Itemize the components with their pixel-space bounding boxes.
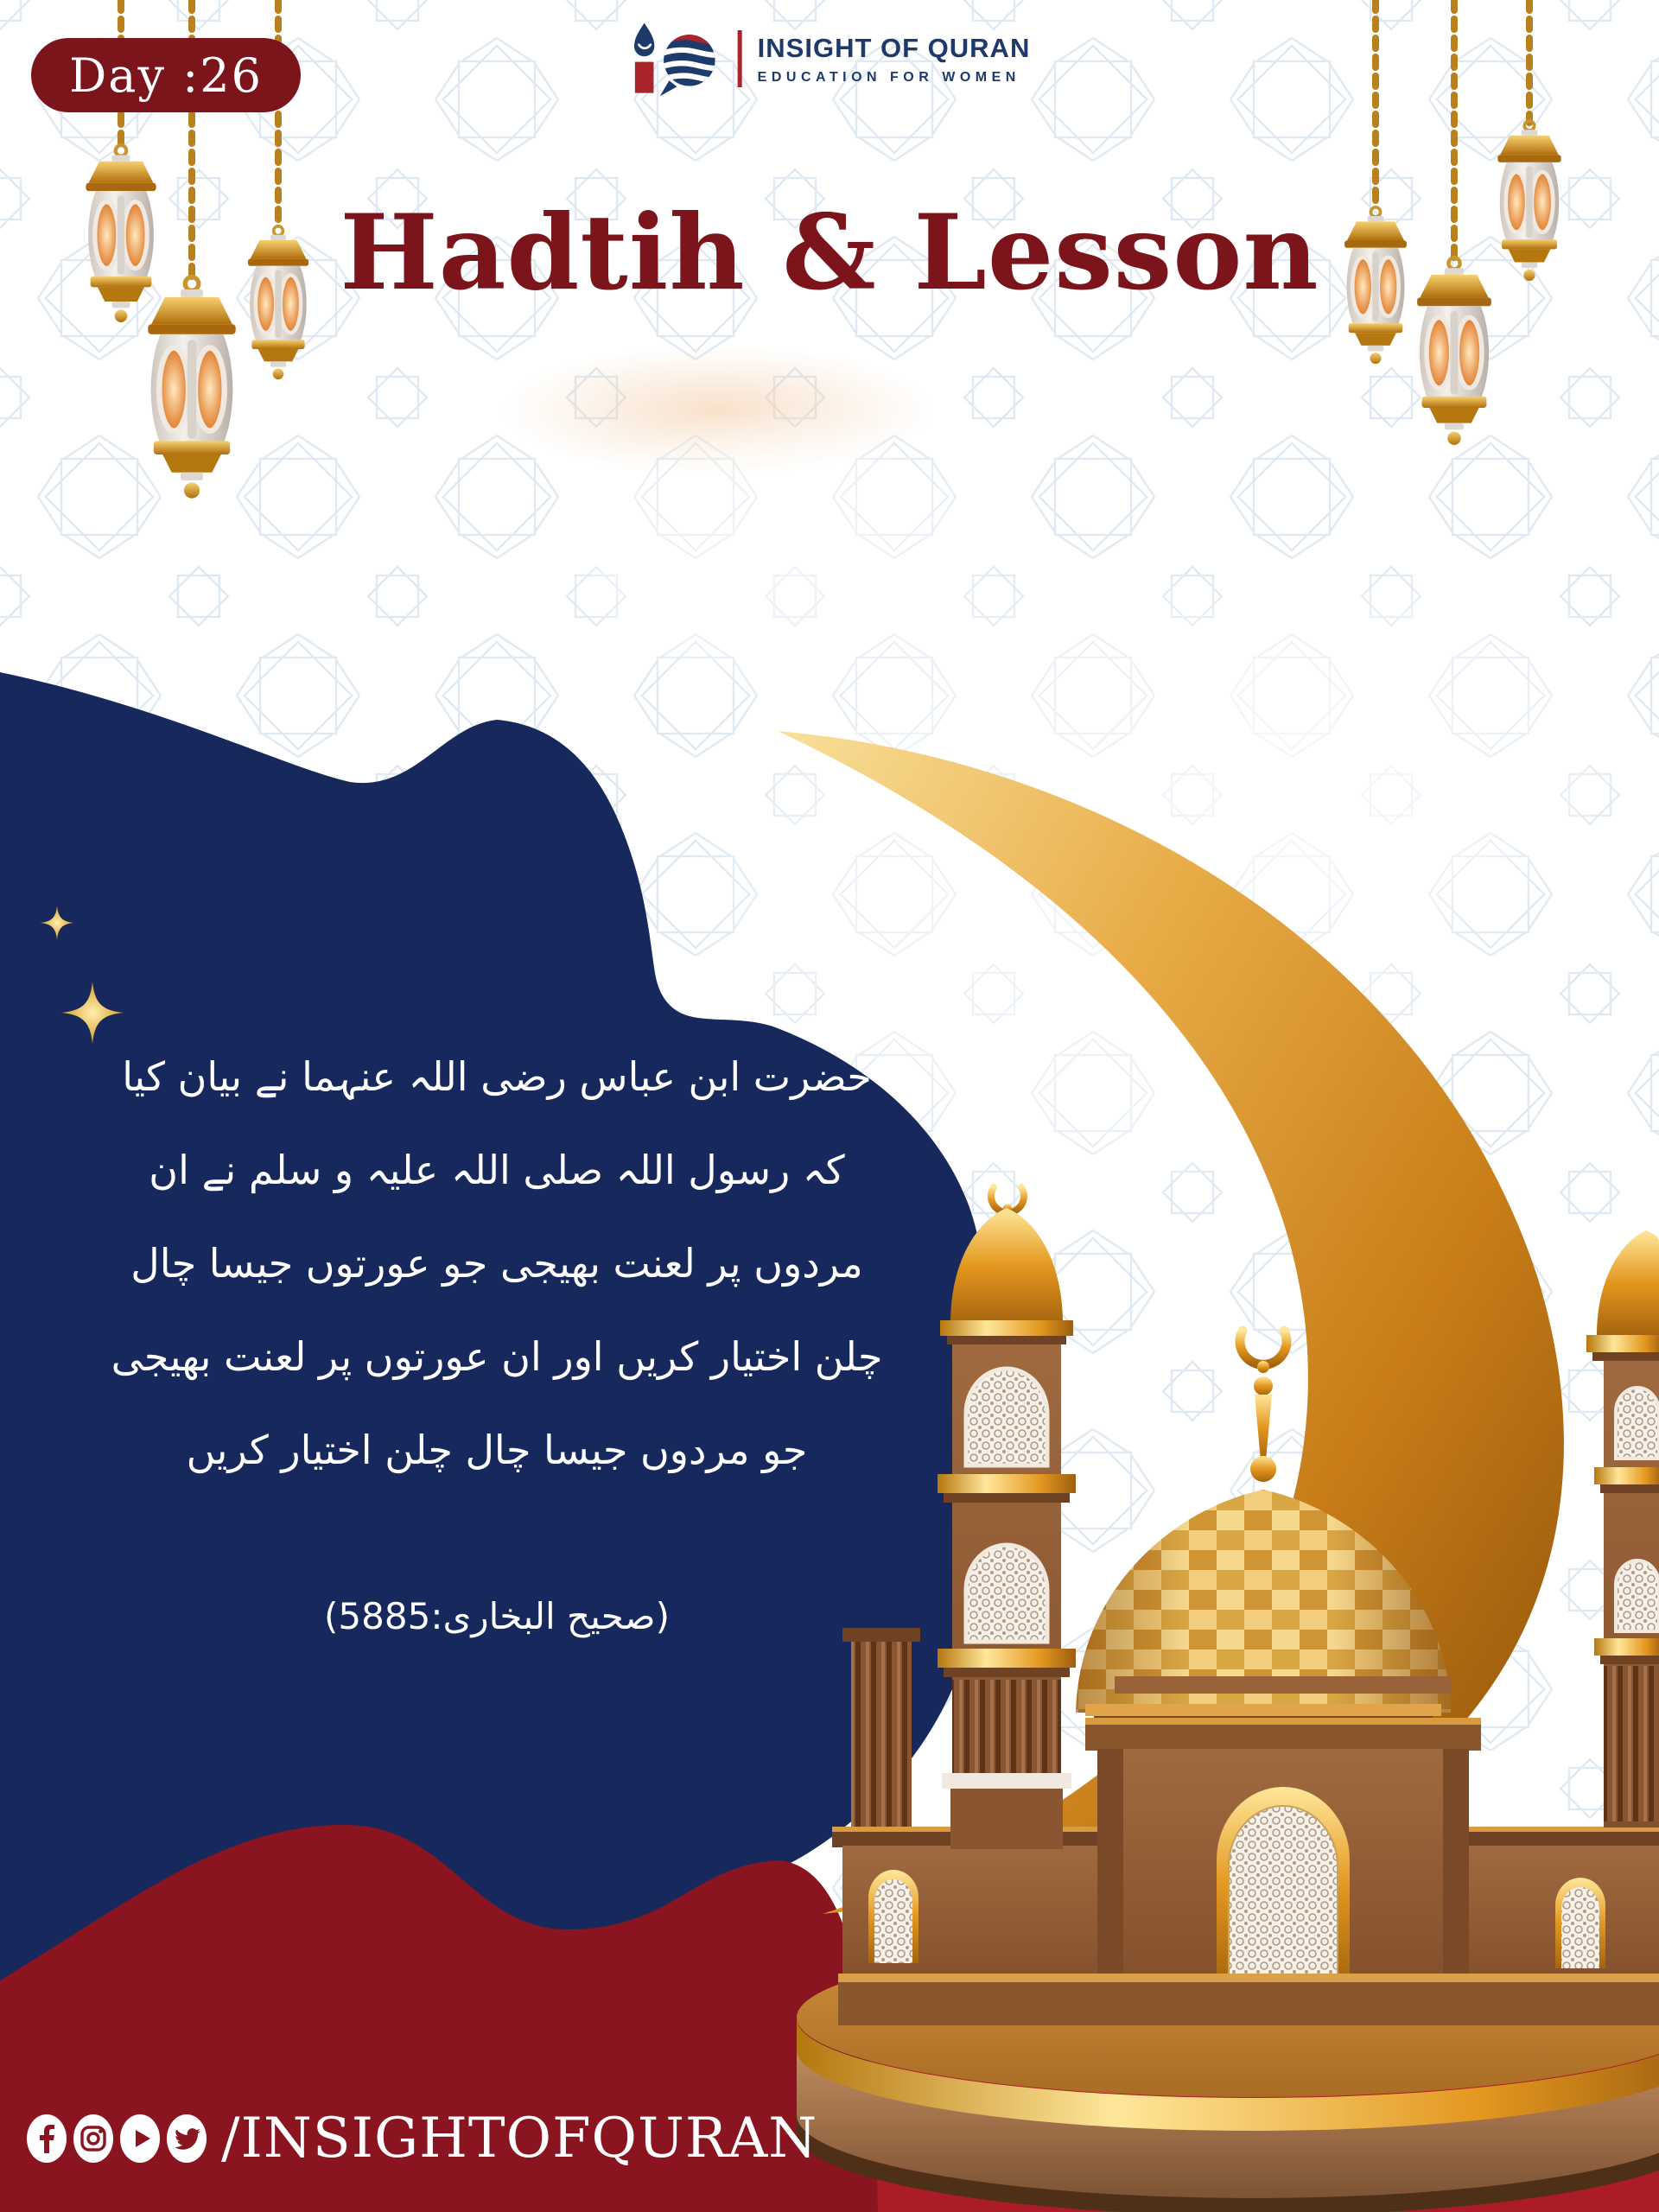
youtube-icon[interactable] bbox=[119, 2113, 161, 2164]
hadith-line: جو مردوں جیسا چال چلن اختیار کریں bbox=[186, 1427, 808, 1473]
hadith-line: چلن اختیار کریں اور ان عورتوں پر لعنت بھیجی bbox=[111, 1333, 883, 1380]
social-bar bbox=[26, 2107, 817, 2171]
twitter-icon[interactable] bbox=[166, 2113, 207, 2164]
logo-subtitle: EDUCATION FOR WOMEN bbox=[757, 69, 1020, 85]
instagram-icon[interactable] bbox=[73, 2113, 114, 2164]
day-badge bbox=[31, 38, 301, 112]
page-title: Hadtih & Lesson bbox=[340, 192, 1319, 314]
insight-of-quran-logo-icon bbox=[629, 19, 722, 99]
hadith-line: حضرت ابن عباس رضی اللہ عنہما نے بیان کیا bbox=[122, 1053, 872, 1100]
logo-title: INSIGHT OF QURAN bbox=[757, 32, 1031, 63]
day-badge-label: Day :26 bbox=[68, 48, 264, 103]
hadith-reference: (صحیح البخاری:5885) bbox=[324, 1595, 670, 1637]
hadith-line: مردوں پر لعنت بھیجی جو عورتوں جیسا چال bbox=[130, 1240, 863, 1287]
brand-logo bbox=[629, 19, 1031, 99]
logo-divider bbox=[738, 30, 742, 87]
social-handle[interactable]: /INSIGHTOFQURAN bbox=[221, 2107, 818, 2171]
logo-text bbox=[758, 33, 1031, 86]
left-minaret bbox=[938, 1187, 1076, 1849]
hadith-text bbox=[50, 1030, 944, 1497]
hadith-line: کہ رسول اللہ صلی اللہ علیہ و سلم نے ان bbox=[149, 1147, 845, 1193]
facebook-icon[interactable] bbox=[26, 2113, 67, 2164]
